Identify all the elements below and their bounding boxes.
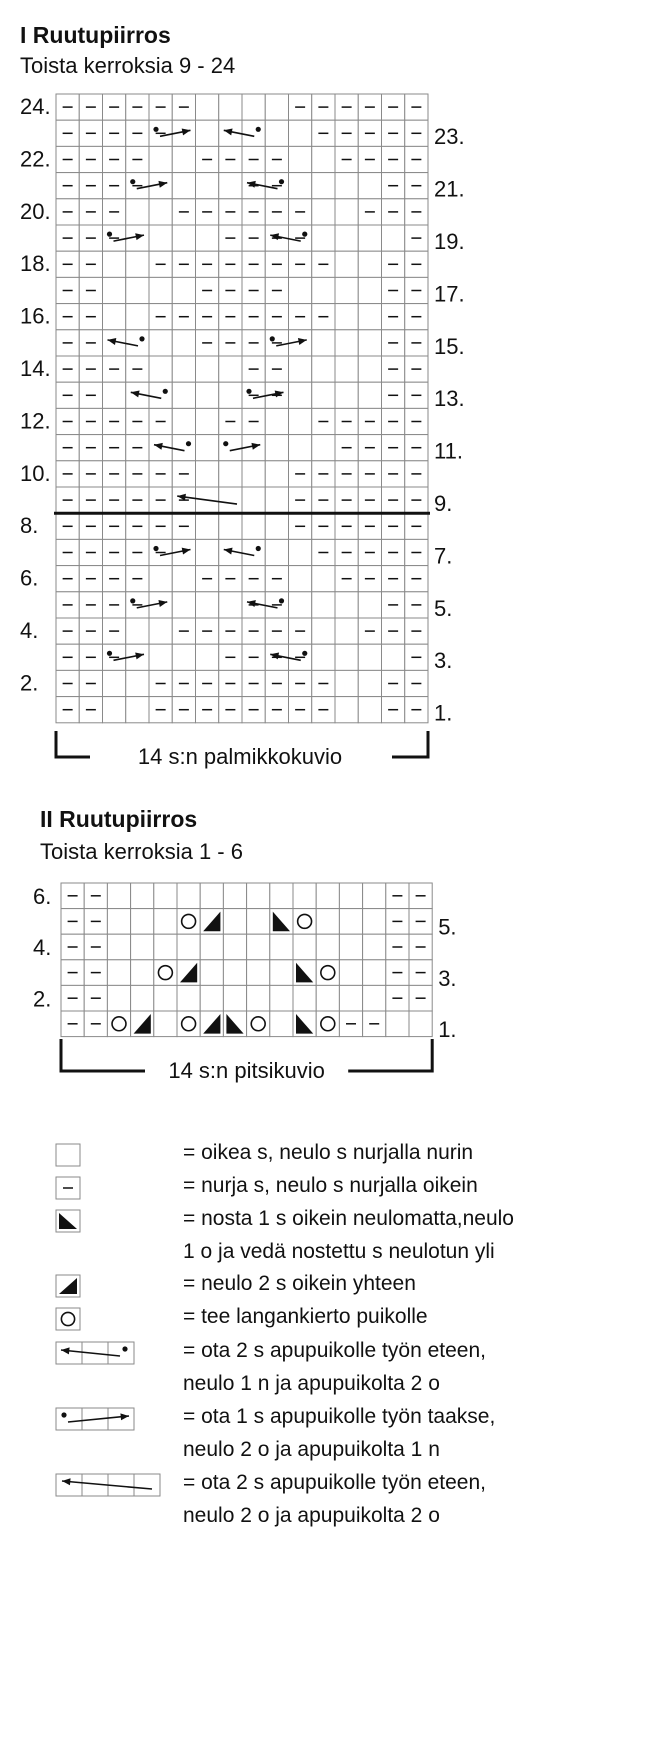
legend-text: = nurja s, neulo s nurjalla oikein (183, 1174, 478, 1197)
bracket-label: 14 s:n pitsikuvio (168, 1058, 325, 1083)
row-label-left: 4. (33, 935, 52, 961)
row-label-left: 16. (20, 303, 51, 329)
legend-text: neulo 2 o ja apupuikolta 1 n (183, 1438, 440, 1461)
row-label-right: 9. (434, 491, 453, 516)
legend-text: 1 o ja vedä nostettu s neulotun yli (183, 1240, 495, 1263)
row-label-left: 2. (20, 670, 39, 696)
row-label-left: 2. (33, 986, 52, 1012)
legend-text: neulo 2 o ja apupuikolta 2 o (183, 1504, 440, 1527)
row-label-left: 12. (20, 408, 51, 434)
row-label-right: 13. (434, 386, 465, 412)
legend-text: = ota 1 s apupuikolle työn taakse, (183, 1405, 496, 1428)
row-label-right: 17. (434, 281, 465, 307)
legend-cell (56, 1408, 82, 1430)
row-label-left: 14. (20, 356, 51, 381)
row-label-left: 4. (20, 618, 39, 643)
row-label-right: 1. (434, 700, 453, 726)
row-label-right: 3. (438, 965, 457, 991)
legend-text: = ota 2 s apupuikolle työn eteen, (183, 1471, 486, 1494)
cable-dot (61, 1412, 66, 1417)
row-label-left: 22. (20, 146, 51, 172)
row-label-right: 11. (434, 438, 463, 464)
row-label-right: 1. (438, 1017, 457, 1042)
legend-text: = oikea s, neulo s nurjalla nurin (183, 1141, 474, 1164)
row-label-right: 19. (434, 229, 465, 254)
row-label-left: 18. (20, 251, 51, 277)
row-label-right: 7. (434, 543, 453, 569)
legend-cell (56, 1474, 82, 1496)
legend-cell (56, 1144, 80, 1166)
chart1-title: I Ruutupiirros (20, 22, 171, 48)
legend-cell (108, 1342, 134, 1364)
row-label-left: 6. (33, 884, 52, 909)
legend-text: neulo 1 n ja apupuikolta 2 o (183, 1372, 440, 1395)
row-label-left: 8. (20, 513, 39, 539)
legend-text: = tee langankierto puikolle (183, 1305, 428, 1328)
chart1-subtitle: Toista kerroksia 9 - 24 (20, 53, 236, 78)
row-label-right: 5. (438, 914, 457, 940)
cable-dot (122, 1346, 127, 1351)
chart2-subtitle: Toista kerroksia 1 - 6 (40, 839, 243, 864)
legend-cell (56, 1308, 80, 1330)
chart2-title: II Ruutupiirros (40, 806, 198, 832)
row-label-left: 6. (20, 565, 39, 591)
legend-text: = nosta 1 s oikein neulomatta,neulo (183, 1207, 514, 1230)
legend-text: = ota 2 s apupuikolle työn eteen, (183, 1339, 486, 1362)
row-label-left: 24. (20, 94, 51, 119)
legend-cell (134, 1474, 160, 1496)
row-label-right: 21. (434, 176, 465, 202)
row-label-left: 10. (20, 460, 51, 486)
legend-text: = neulo 2 s oikein yhteen (183, 1272, 416, 1295)
row-label-right: 5. (434, 595, 453, 621)
bracket-label: 14 s:n palmikkokuvio (137, 744, 343, 769)
row-label-right: 15. (434, 333, 465, 359)
row-label-right: 3. (434, 648, 453, 674)
row-label-right: 23. (434, 124, 465, 150)
row-label-left: 20. (20, 198, 51, 224)
